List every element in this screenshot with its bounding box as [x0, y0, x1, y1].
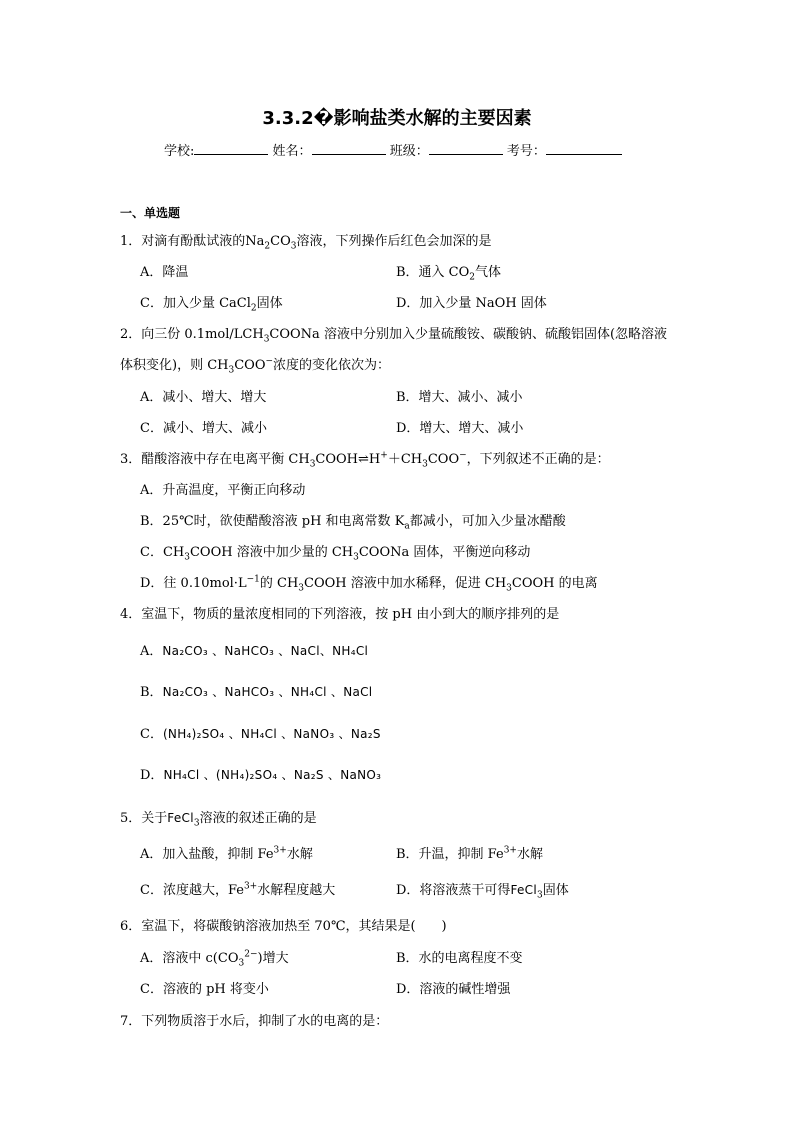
- question-2-stem-line2: 体积变化)，则 $CH_3COO^-$浓度的变化依次为：: [120, 356, 391, 376]
- class-blank[interactable]: [429, 142, 503, 155]
- question-2-option-c[interactable]: C．减小、增大、减小: [140, 421, 267, 436]
- school-label: 学校:: [164, 144, 195, 159]
- question-3-option-d[interactable]: D．往 $0.10mol\cdot L^{-1}$的 $CH_3COOH$ 溶液中加水稀释，促进 $CH_3COOH$ 的电离: [140, 574, 598, 594]
- question-5-stem: 5．关于FeCl$_3$溶液的叙述正确的是: [120, 811, 317, 829]
- name-label: 姓名：: [272, 144, 312, 159]
- question-2-option-b[interactable]: B．增大、减小、减小: [396, 390, 523, 405]
- document-title: 3.3.2�影响盐类水解的主要因素: [262, 108, 532, 129]
- question-6-option-b[interactable]: B．水的电离程度不变: [396, 951, 523, 966]
- question-5-option-d[interactable]: D．将溶液蒸干可得FeCl$_3$固体: [396, 883, 569, 901]
- question-2-stem-line1: 2．向三份 $0.1mol/LCH_3COONa$ 溶液中分别加入少量硫酸铵、碳酸钠、硫酸铝固体(忽略溶液: [120, 327, 668, 345]
- exam-no-label: 考号：: [506, 144, 546, 159]
- question-6-option-c[interactable]: C．溶液的 pH 将变小: [140, 982, 269, 997]
- question-1-option-a[interactable]: A．降温: [140, 265, 189, 280]
- question-4-option-a[interactable]: A．Na₂CO₃ 、NaHCO₃ 、NaCl、NH₄Cl: [140, 644, 369, 659]
- question-3-option-c[interactable]: C．$CH_3COOH$ 溶液中加少量的 $CH_3COONa$ 固体，平衡逆向移动: [140, 545, 531, 563]
- question-4-option-d[interactable]: D．NH₄Cl 、(NH₄)₂SO₄ 、Na₂S 、NaNO₃: [140, 768, 382, 783]
- question-1-option-c[interactable]: C．加入少量 CaCl$_2$固体: [140, 296, 283, 314]
- question-4-option-b[interactable]: B．Na₂CO₃ 、NaHCO₃ 、NH₄Cl 、NaCl: [140, 685, 373, 700]
- question-5-option-a[interactable]: A．加入盐酸，抑制 $Fe^{3+}$水解: [140, 845, 313, 862]
- school-blank[interactable]: [194, 142, 268, 155]
- question-6-stem: 6．室温下，将碳酸钠溶液加热至 70℃，其结果是( ): [120, 919, 447, 934]
- question-6-option-d[interactable]: D．溶液的碱性增强: [396, 982, 511, 997]
- question-2-option-d[interactable]: D．增大、增大、减小: [396, 421, 524, 436]
- student-info-line: [164, 140, 622, 159]
- section-heading: 一、单选题: [120, 206, 181, 220]
- question-6-option-a[interactable]: A．溶液中 $c(CO_3^{2-})$增大: [140, 949, 289, 969]
- question-3-option-a[interactable]: A．升高温度，平衡正向移动: [140, 483, 306, 498]
- question-3-stem: 3．醋酸溶液中存在电离平衡 $CH_3COOH\rightleftharpoons H^++CH_3COO^-$，下列叙述不正确的是：: [120, 450, 610, 470]
- exam-no-blank[interactable]: [546, 142, 622, 155]
- question-1-stem: 1．对滴有酚酞试液的$Na_2CO_3$溶液，下列操作后红色会加深的是: [120, 234, 492, 252]
- question-5-option-c[interactable]: C．浓度越大，$Fe^{3+}$水解程度越大: [140, 881, 336, 898]
- question-2-option-a[interactable]: A．减小、增大、增大: [140, 390, 267, 405]
- question-1-option-b[interactable]: B．通入 $CO_2$气体: [396, 265, 502, 283]
- question-4-stem: 4．室温下，物质的量浓度相同的下列溶液，按 pH 由小到大的顺序排列的是: [120, 607, 560, 622]
- question-4-option-c[interactable]: C．(NH₄)₂SO₄ 、NH₄Cl 、NaNO₃ 、Na₂S: [140, 727, 381, 742]
- class-label: 班级：: [389, 144, 429, 159]
- question-7-stem: 7．下列物质溶于水后，抑制了水的电离的是：: [120, 1014, 389, 1029]
- question-3-option-b[interactable]: B．25℃时，欲使醋酸溶液 pH 和电离常数 $K_a$都减小，可加入少量冰醋酸: [140, 514, 566, 532]
- question-5-option-b[interactable]: B．升温，抑制 $Fe^{3+}$水解: [396, 845, 543, 862]
- question-1-option-d[interactable]: D．加入少量 NaOH 固体: [396, 296, 547, 311]
- name-blank[interactable]: [312, 142, 386, 155]
